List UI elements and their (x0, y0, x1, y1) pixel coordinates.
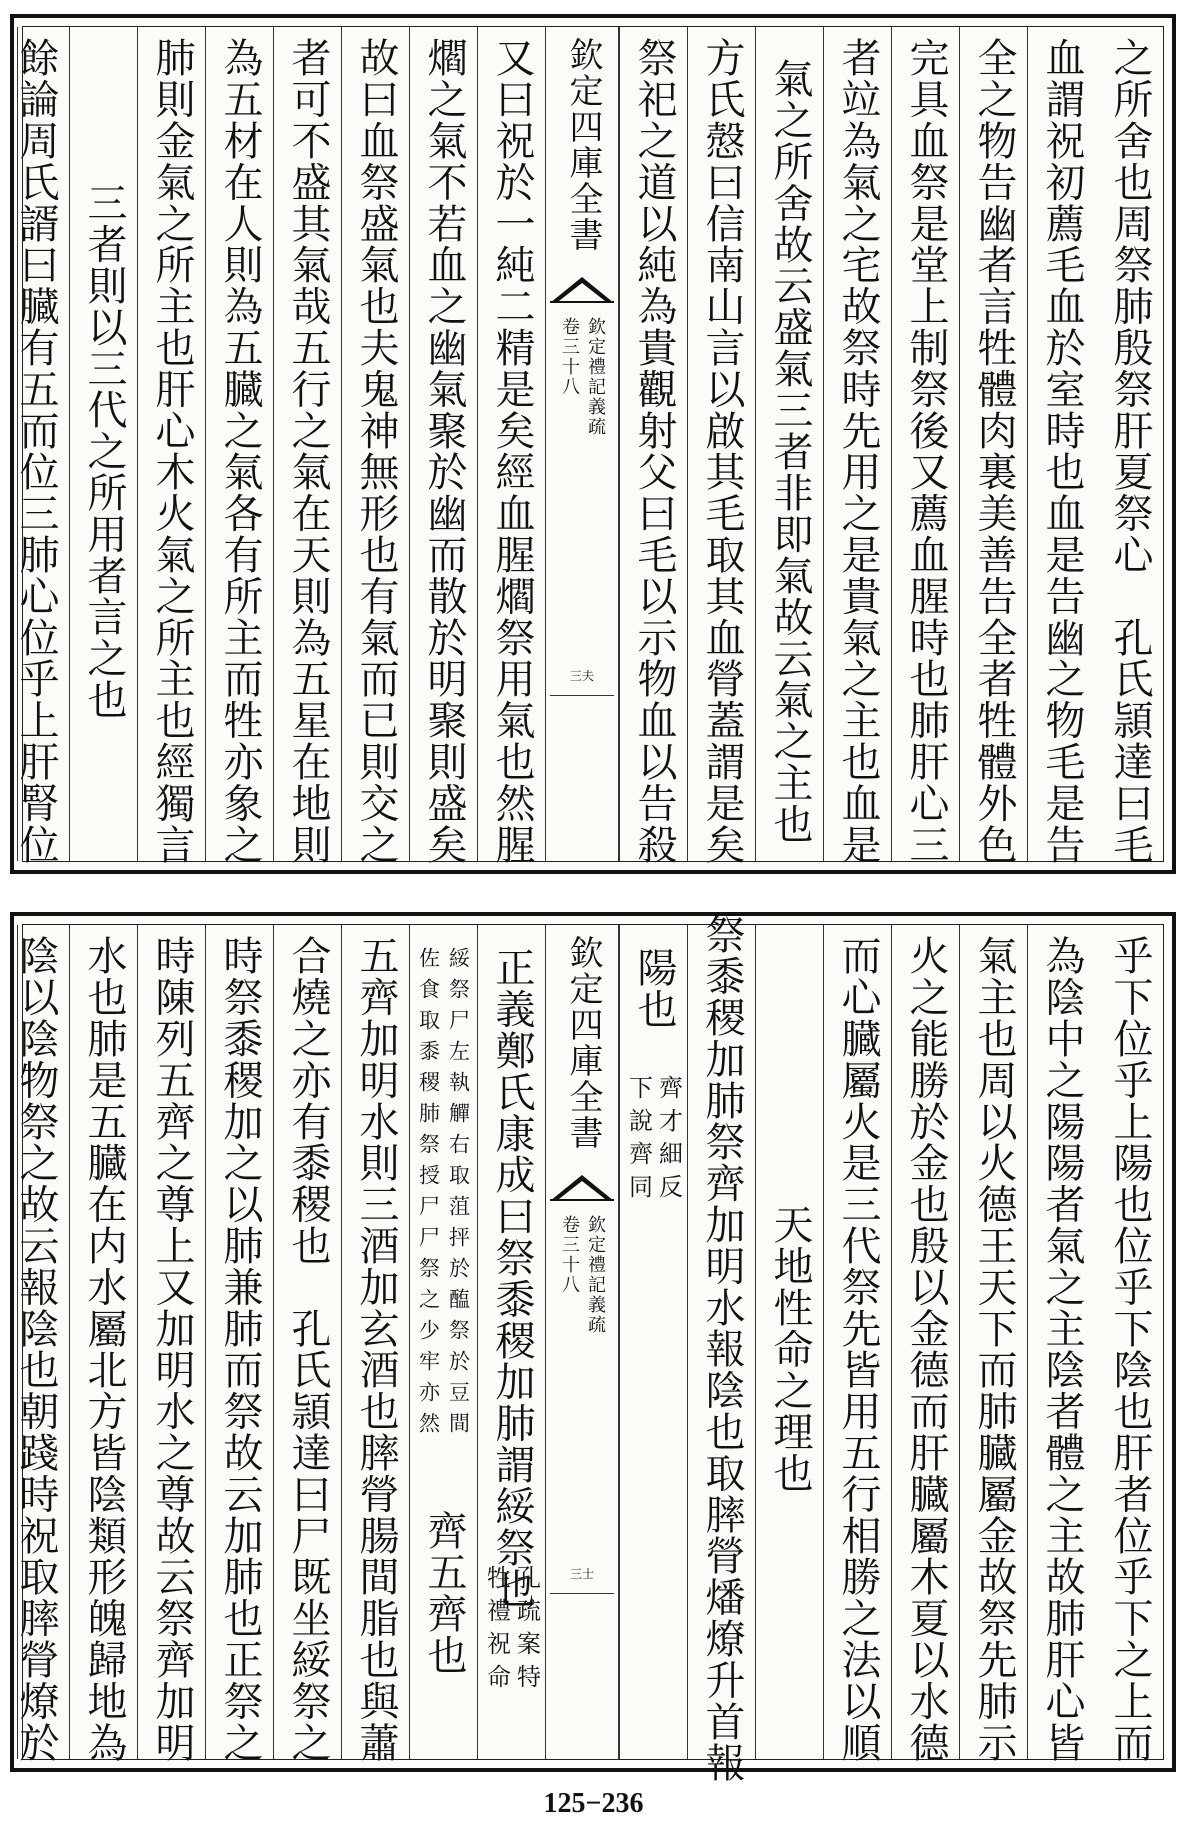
column-text: 祭祀之道以純為貴觀射父曰毛以示物血以告殺 (631, 37, 677, 865)
text-column (137, 925, 205, 1763)
column-text: 火之能勝於金也殷以金德而肝臓屬木夏以水德 (903, 935, 949, 1763)
collection-title: 欽定四庫全書 (563, 37, 603, 253)
top-page (10, 14, 1176, 874)
text-column (69, 27, 137, 861)
column-text: 方氏慤曰信南山言以啟其毛取其血膋蓋謂是矣 (699, 37, 745, 865)
column-text: 爓之氣不若血之幽氣聚於幽而散於明聚則盛矣 (421, 37, 467, 865)
text-column (687, 914, 755, 1784)
text-column (341, 27, 409, 865)
zheng-yi-note-right: 孔疏案特 (512, 1565, 541, 1697)
column-text: 氣之所舍故云盛氣三者非即氣故云氣之主也 (767, 57, 813, 845)
note-small-right: 齊才細反 (654, 1075, 683, 1207)
text-column (619, 27, 687, 865)
column-text: 合燒之亦有黍稷也 孔氏頴達曰尸既坐綏祭之 (285, 935, 331, 1763)
column-text: 肺則金氣之所主也肝心木火氣之所主也經獨言 (149, 37, 195, 865)
column-text: 血謂祝初薦毛血於室時也血是告幽之物毛是告 (1039, 37, 1085, 865)
zheng-yi-note-left: 牲禮祝命 (482, 1565, 511, 1697)
column-text: 五齊加明水則三酒加玄酒也膟膋腸間脂也與蕭 (353, 935, 399, 1763)
text-column (13, 27, 69, 865)
column-text: 者竝為氣之宅故祭時先用之是貴氣之主也血是 (835, 37, 881, 865)
small-double-column (410, 947, 477, 1443)
text-column (273, 925, 341, 1763)
column-text: 乎下位乎上陽也位乎下陰也肝者位乎下之上而 (1107, 935, 1153, 1763)
volume-runner: 卷三十八 (559, 1215, 580, 1295)
text-column (205, 27, 273, 865)
text-column (687, 27, 755, 865)
column-text: 又曰祝於一純二精是矣經血腥爓祭用氣也然腥 (489, 37, 535, 865)
fish-tail-ornament (550, 277, 614, 303)
note-main-text: 陽也 (631, 947, 677, 1030)
page-number: 125−236 (543, 1788, 644, 1819)
fish-tail-ornament (550, 1175, 614, 1201)
text-column (1027, 27, 1095, 865)
column-text: 全之物告幽者言牲體肉裏美善告全者牲體外色 (971, 37, 1017, 865)
column-text: 時祭黍稷加之以肺兼肺而祭故云加肺也正祭之 (217, 935, 263, 1763)
top-page-frame (13, 26, 1164, 865)
column-text: 為五材在人則為五臓之氣各有所主而牲亦象之 (217, 37, 263, 865)
column-text: 水也肺是五臓在内水屬北方皆陰類形魄歸地為 (81, 935, 127, 1763)
column-text: 完具血祭是堂上制祭後又薦血腥時也肺肝心三 (903, 37, 949, 865)
running-title (546, 317, 618, 437)
note-small-pair (620, 1075, 687, 1207)
collection-title: 欽定四庫全書 (563, 935, 603, 1151)
annotation-column (619, 925, 687, 1759)
text-column (341, 925, 409, 1763)
column-text: 氣主也周以火德王天下而肺臓屬金故祭先肺示 (971, 935, 1017, 1763)
folio-number: 三士 (569, 1567, 594, 1581)
folio-number: 三夫 (569, 669, 594, 683)
text-column (477, 925, 545, 1759)
column-text: 祭黍稷加肺祭齊加明水報陰也取膟膋燔燎升首報 (699, 914, 745, 1784)
text-column (13, 925, 69, 1763)
text-column (69, 925, 137, 1763)
text-column (1027, 925, 1095, 1763)
column-text: 時陳列五齊之尊上又加明水之尊故云祭齊加明 (149, 935, 195, 1763)
text-column (137, 27, 205, 865)
column-text: 三者則以三代之所用者言之也 (81, 181, 127, 721)
column-text: 而心臓屬火是三代祭先皆用五行相勝之法以順 (835, 935, 881, 1763)
text-column (959, 27, 1027, 865)
book-runner: 欽定禮記義疏 (585, 1215, 606, 1335)
bottom-page (10, 912, 1176, 1784)
text-column (823, 27, 891, 865)
bottom-page-frame (13, 914, 1164, 1784)
text-column (1095, 925, 1163, 1763)
column-text: 者可不盛其氣哉五行之氣在天則為五星在地則 (285, 37, 331, 865)
note-small-left: 下說齊同 (624, 1075, 653, 1207)
text-column (755, 925, 823, 1759)
running-title (546, 1215, 618, 1335)
zheng-yi-text: 正義鄭氏康成曰祭黍稷加肺謂綏祭也 (489, 947, 535, 1610)
column-text: 餘論周氏諝曰臓有五而位三肺心位乎上肝腎位 (13, 37, 59, 865)
center-fold (545, 925, 619, 1759)
book-runner: 欽定禮記義疏 (585, 317, 606, 437)
text-column (891, 925, 959, 1763)
text-column (891, 27, 959, 865)
text-column (959, 925, 1027, 1763)
small-column-right: 綏祭尸左執觶右取菹抨於醢祭於豆間 (446, 947, 471, 1443)
column-text: 天地性命之理也 (767, 1204, 813, 1494)
column-text: 之所舍也周祭肺殷祭肝夏祭心 孔氏頴達曰毛 (1107, 37, 1153, 865)
text-column (273, 27, 341, 865)
column-text: 陰以陰物祭之故云報陰也朝踐時祝取膟膋燎於 (13, 935, 59, 1763)
text-column (409, 27, 477, 865)
column-text: 故曰血祭盛氣也夫鬼神無形也有氣而已則交之 (353, 37, 399, 865)
volume-runner: 卷三十八 (559, 317, 580, 397)
folio-rule (550, 1593, 614, 1594)
text-column (755, 27, 823, 861)
annotation-column (409, 925, 477, 1759)
text-column (823, 925, 891, 1763)
zheng-yi-note (478, 1565, 545, 1697)
after-small-text: 齊五齊也 (421, 1510, 467, 1676)
text-column (477, 27, 545, 865)
small-column-left: 佐食取黍稷肺祭授尸尸祭之少牢亦然 (416, 947, 441, 1443)
text-column (1095, 27, 1163, 865)
text-column (205, 925, 273, 1763)
folio-rule (550, 695, 614, 696)
column-text: 為陰中之陽陽者氣之主陰者體之主故肺肝心皆 (1039, 935, 1085, 1763)
center-fold (545, 27, 619, 861)
